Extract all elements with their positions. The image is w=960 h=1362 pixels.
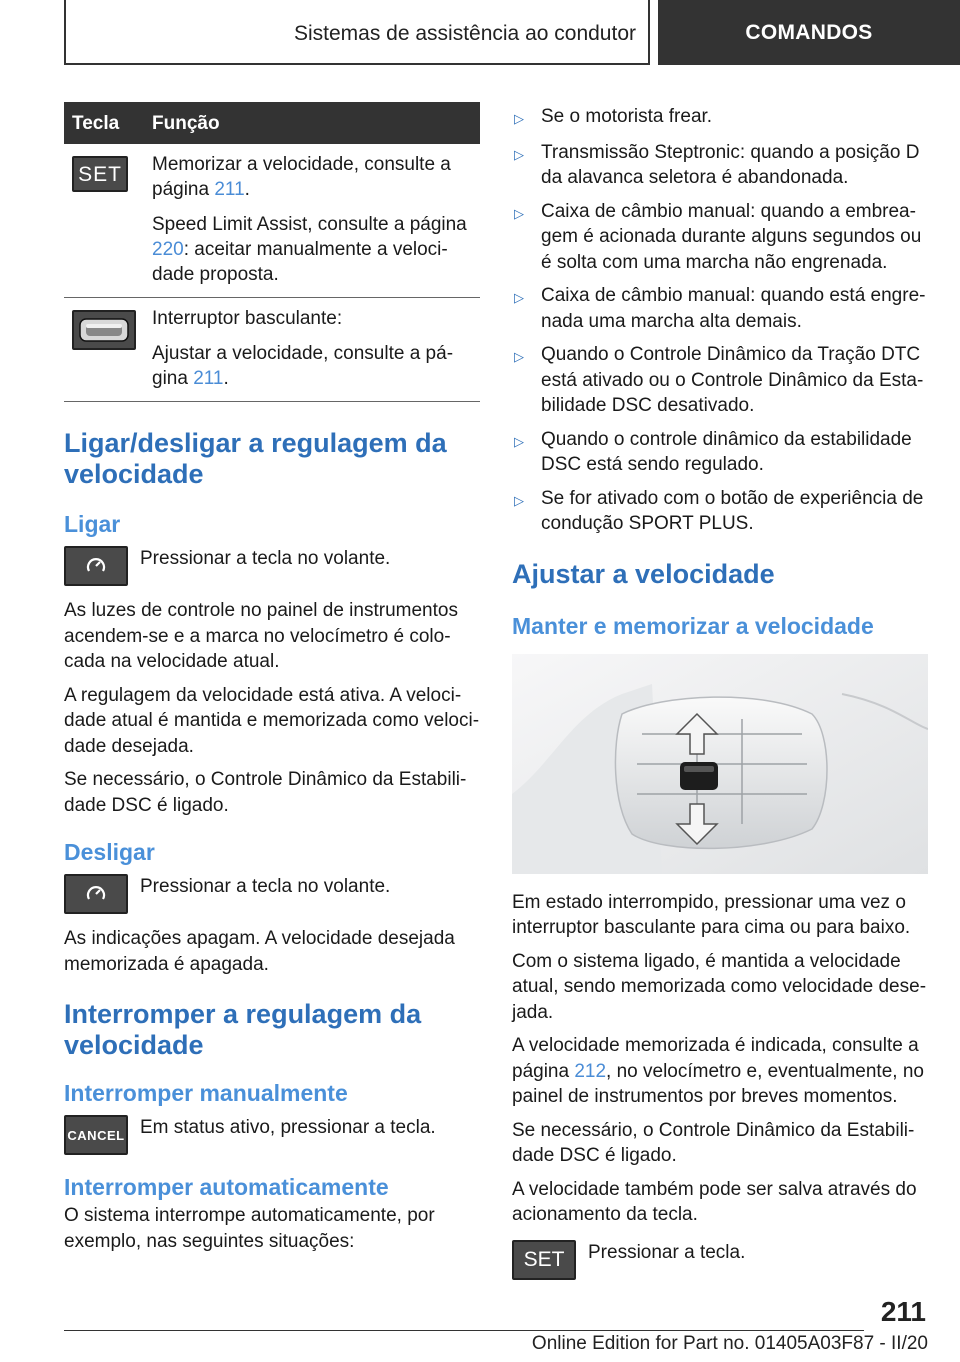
subheading-off: Desligar bbox=[64, 839, 155, 865]
triangle-bullet-icon: ▷ bbox=[514, 290, 524, 305]
set-key-text: Pressionar a tecla. bbox=[588, 1241, 746, 1263]
table-row bbox=[64, 144, 480, 298]
list-item: ▷ Se for ativado com o botão de experiência de condução SPORT PLUS. bbox=[512, 486, 928, 537]
table-row1-desc2: Speed Limit Assist, consulte a página 220: aceitar manualmente a velocidade proposta. bbox=[152, 214, 467, 285]
cancel-key-icon: CANCEL bbox=[64, 1115, 128, 1155]
right-column bbox=[512, 104, 928, 1292]
page-link[interactable]: 220 bbox=[152, 239, 184, 260]
triangle-bullet-icon: ▷ bbox=[514, 205, 524, 221]
subheading-manual: Interromper manualmente bbox=[64, 1080, 348, 1106]
list-item: ▷ Transmissão Steptronic: quando a posição D da alavanca seletora é abandonada. bbox=[512, 140, 928, 191]
table-row bbox=[64, 298, 480, 402]
list-item: ▷ Caixa de câmbio manual: quando a embreagem é acionada durante alguns segundos ou é solta com uma marcha não engrenada. bbox=[512, 199, 928, 276]
triangle-bullet-icon: ▷ bbox=[514, 492, 524, 508]
page-link[interactable]: 212 bbox=[574, 1060, 607, 1082]
triangle-bullet-icon: ▷ bbox=[514, 433, 524, 449]
adjust-paragraph-3: A velocidade memorizada é indicada, consulte a página 212, no velocímetro e, eventualmente, no painel de instrumentos por breves momentos. bbox=[512, 1035, 924, 1107]
cruise-control-key-icon bbox=[64, 546, 128, 586]
set-key-line bbox=[512, 1240, 928, 1280]
on-paragraph-2: A regulagem da velocidade está ativa. A velocidade atual é mantida e memorizada como velocidade desejada. bbox=[64, 684, 480, 757]
table-header-key: Tecla bbox=[64, 102, 144, 144]
steering-wheel-photo bbox=[512, 654, 928, 874]
table-row2-desc1: Interruptor basculante: bbox=[152, 308, 343, 329]
subheading-on: Ligar bbox=[64, 511, 121, 537]
header-chapter-tab: COMANDOS bbox=[658, 0, 960, 65]
auto-paragraph-1: O sistema interrompe automaticamente, por exemplo, nas seguintes situações: bbox=[64, 1205, 435, 1252]
manual-text: Em status ativo, pressionar a tecla. bbox=[140, 1117, 436, 1138]
footer-edition: Online Edition for Part no. 01405A03F87 - II/20 bbox=[531, 1333, 928, 1354]
adjust-paragraph-2: Com o sistema ligado, é mantida a velocidade atual, sendo memorizada como velocidade desejada. bbox=[512, 950, 927, 1023]
page-number: 211 bbox=[880, 1296, 926, 1327]
subheading-auto: Interromper automaticamente bbox=[64, 1174, 389, 1200]
section-heading-interrupt: Interromper a regulagem da velocidade bbox=[64, 999, 422, 1060]
table-function-cell bbox=[144, 298, 480, 402]
header-rule-bottom bbox=[64, 63, 650, 65]
table-function-cell bbox=[144, 144, 480, 298]
on-key-text: Pressionar a tecla no volante. bbox=[140, 548, 391, 569]
left-column bbox=[64, 102, 480, 1262]
section-heading-adjust: Ajustar a velocidade bbox=[512, 558, 775, 589]
triangle-bullet-icon: ▷ bbox=[514, 349, 524, 364]
header-section-title: Sistemas de assistência ao condutor bbox=[293, 22, 636, 45]
set-key-icon: SET bbox=[512, 1240, 576, 1280]
interrupt-conditions-list bbox=[512, 104, 928, 537]
list-item: ▷ Caixa de câmbio manual: quando está engrenada uma marcha alta demais. bbox=[512, 283, 928, 334]
set-key-icon: SET bbox=[72, 156, 128, 192]
triangle-bullet-icon: ▷ bbox=[514, 146, 524, 162]
cruise-control-key-icon bbox=[64, 874, 128, 914]
triangle-bullet-icon: ▷ bbox=[514, 111, 524, 126]
off-key-line bbox=[64, 874, 480, 914]
table-key-cell bbox=[64, 144, 144, 298]
on-paragraph-3: Se necessário, o Controle Dinâmico da Estabilidade DSC é ligado. bbox=[64, 769, 467, 816]
table-key-cell bbox=[64, 298, 144, 402]
list-item: ▷ Quando o Controle Dinâmico da Tração DTC está ativado ou o Controle Dinâmico da Estabilidade DSC desativado. bbox=[512, 342, 928, 419]
header-rule-mid bbox=[648, 0, 650, 64]
off-paragraph-1: As indicações apagam. A velocidade desejada memorizada é apagada. bbox=[64, 928, 455, 975]
footer-rule bbox=[64, 1330, 864, 1331]
on-key-line bbox=[64, 546, 480, 586]
on-paragraph-1: As luzes de controle no painel de instrumentos acendem-se e a marca no velocímetro é colocada na velocidade atual. bbox=[64, 600, 458, 672]
page-link[interactable]: 211 bbox=[193, 368, 224, 389]
section-heading-on-off: Ligar/desligar a regulagem da velocidade bbox=[64, 428, 447, 489]
page-link[interactable]: 211 bbox=[214, 179, 245, 200]
table-row1-desc1: Memorizar a velocidade, consulte a página 211. bbox=[152, 154, 451, 200]
adjust-paragraph-4: Se necessário, o Controle Dinâmico da Estabilidade DSC é ligado. bbox=[512, 1119, 915, 1166]
rocker-switch-icon bbox=[72, 310, 136, 350]
key-function-table bbox=[64, 102, 480, 402]
off-key-text: Pressionar a tecla no volante. bbox=[140, 876, 391, 897]
subheading-keep-speed: Manter e memorizar a velocidade bbox=[512, 612, 874, 639]
list-item: ▷ Se o motorista frear. bbox=[512, 104, 928, 132]
table-row2-desc2: Ajustar a velocidade, consulte a página 211. bbox=[152, 343, 454, 389]
list-item: ▷ Quando o controle dinâmico da estabilidade DSC está sendo regulado. bbox=[512, 427, 928, 478]
adjust-paragraph-1: Em estado interrompido, pressionar uma vez o interruptor basculante para cima ou para baixo. bbox=[512, 891, 911, 938]
table-header-function: Função bbox=[144, 102, 480, 144]
cancel-key-line bbox=[64, 1115, 480, 1155]
adjust-paragraph-5: A velocidade também pode ser salva através do acionamento da tecla. bbox=[512, 1178, 917, 1225]
